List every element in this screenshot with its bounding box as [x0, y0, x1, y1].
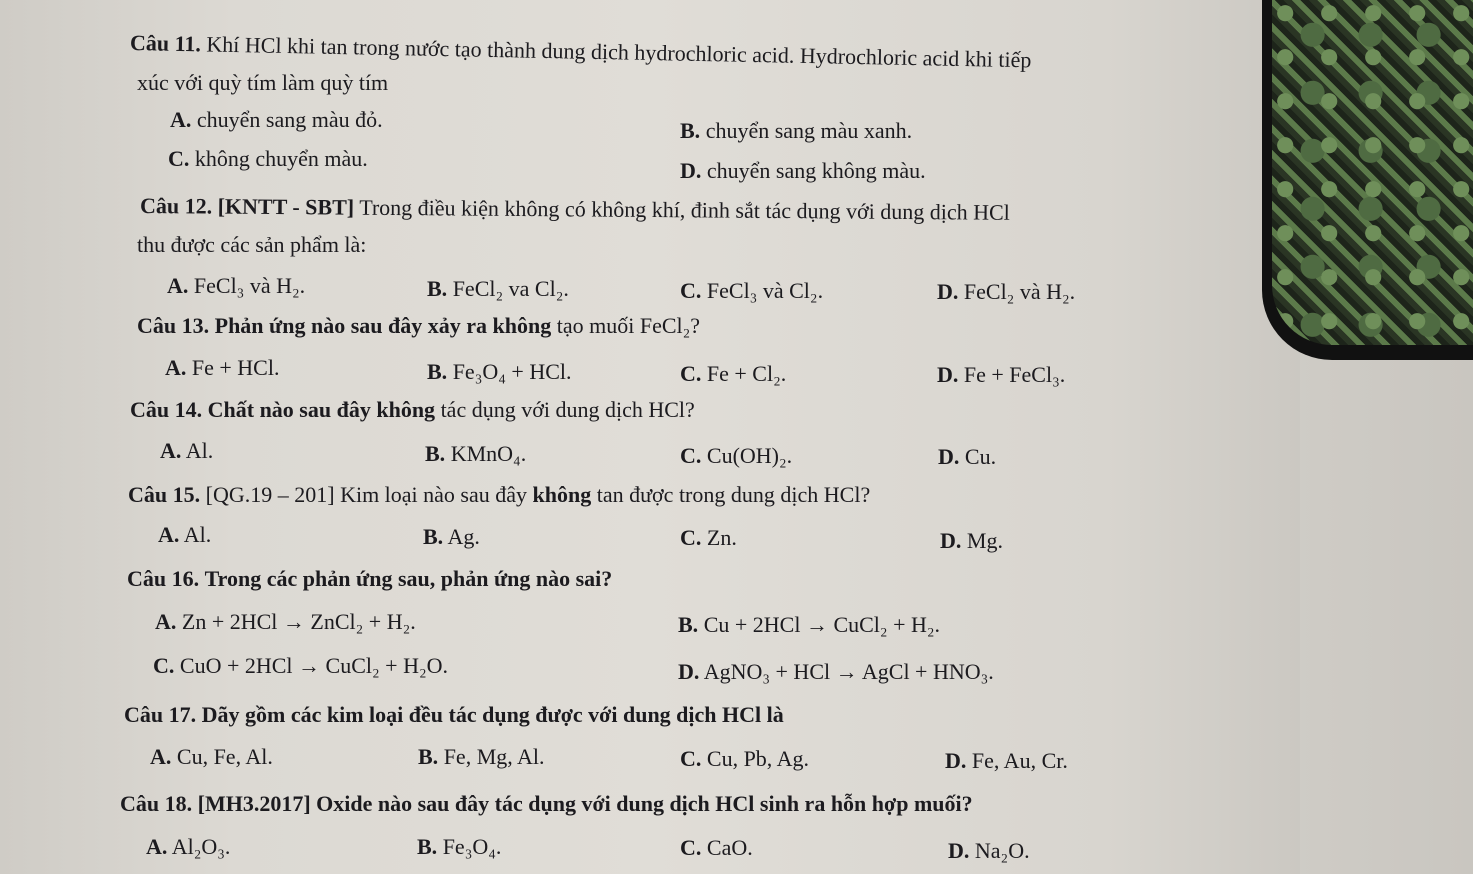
- option-text: Cu, Fe, Al.: [176, 744, 273, 769]
- question-16: [127, 566, 612, 592]
- question-number: Câu 12.: [139, 193, 213, 219]
- option-text: Na₂O.: [974, 838, 1030, 863]
- option-a[interactable]: [158, 522, 211, 548]
- question-emphasis: không: [492, 313, 552, 338]
- option-d[interactable]: [678, 659, 994, 685]
- question-17: [124, 702, 784, 728]
- option-text: AgNO₃ + HCl → AgCl + HNO₃.: [703, 659, 994, 684]
- option-letter: D.: [948, 838, 970, 863]
- option-text: Cu, Pb, Ag.: [706, 746, 809, 771]
- question-12-continued: [137, 232, 366, 258]
- question-number: Câu 17.: [124, 702, 197, 727]
- option-d[interactable]: [937, 362, 1065, 388]
- option-letter: D.: [680, 158, 702, 183]
- option-text: Zn.: [706, 525, 737, 550]
- question-text: thu được các sản phẩm là:: [137, 232, 367, 257]
- option-letter: C.: [680, 278, 702, 303]
- option-letter: C.: [168, 146, 190, 171]
- question-emphasis: không: [532, 482, 592, 507]
- option-b[interactable]: [417, 834, 501, 860]
- option-letter: A.: [146, 834, 168, 859]
- option-b[interactable]: [427, 276, 569, 302]
- option-a[interactable]: [160, 438, 213, 464]
- question-12: [140, 193, 1010, 226]
- option-text: chuyển sang màu đỏ.: [196, 107, 383, 132]
- option-letter: C.: [680, 443, 702, 468]
- question-number: Câu 11.: [129, 30, 202, 57]
- option-a[interactable]: [150, 744, 273, 770]
- option-text: Cu(OH)₂.: [706, 443, 793, 468]
- option-text: Mg.: [966, 528, 1003, 553]
- question-11: [130, 30, 1032, 73]
- question-text: Oxide nào sau đây tác dụng với dung dịch HCl sinh ra hỗn hợp muối?: [316, 791, 973, 816]
- option-letter: D.: [938, 444, 960, 469]
- option-letter: C.: [680, 835, 702, 860]
- option-text: Al₂O₃.: [171, 834, 231, 859]
- option-letter: B.: [418, 744, 439, 769]
- option-c[interactable]: [680, 361, 786, 387]
- question-text: Dãy gồm các kim loại đều tác dụng được với dung dịch HCl là: [201, 702, 784, 727]
- question-number: Câu 16.: [127, 566, 200, 591]
- option-d[interactable]: [680, 158, 926, 184]
- option-text: KMnO₄.: [450, 441, 527, 466]
- option-letter: A.: [155, 609, 177, 634]
- option-a[interactable]: [167, 273, 305, 299]
- question-source: [KNTT - SBT]: [217, 193, 355, 220]
- option-b[interactable]: [418, 744, 545, 770]
- option-text: Zn + 2HCl → ZnCl₂ + H₂.: [181, 609, 416, 634]
- question-source: [MH3.2017]: [197, 791, 311, 816]
- option-d[interactable]: [938, 444, 996, 470]
- option-letter: C.: [153, 653, 175, 678]
- option-b[interactable]: [427, 359, 572, 385]
- option-text: Cu.: [964, 444, 997, 469]
- option-letter: B.: [678, 612, 699, 637]
- question-number: Câu 14.: [130, 397, 203, 422]
- question-14: [130, 397, 695, 423]
- option-letter: C.: [680, 361, 702, 386]
- mouse-pad-pattern: [1272, 0, 1473, 345]
- option-letter: A.: [158, 522, 180, 547]
- option-text: chuyển sang không màu.: [706, 158, 926, 183]
- option-text: Al.: [183, 522, 212, 547]
- question-text: tác dụng với dung dịch HCl?: [440, 397, 695, 422]
- option-letter: A.: [170, 107, 192, 132]
- question-number: Câu 18.: [120, 791, 193, 816]
- question-text: Trong các phản ứng sau, phản ứng nào sai?: [204, 566, 613, 591]
- option-d[interactable]: [948, 838, 1030, 864]
- option-a[interactable]: [165, 355, 279, 381]
- option-letter: B.: [427, 359, 448, 384]
- option-c[interactable]: [680, 746, 809, 772]
- question-text: tan được trong dung dịch HCl?: [596, 482, 871, 507]
- question-text: Kim loại nào sau đây: [340, 482, 528, 507]
- question-number: Câu 15.: [128, 482, 201, 507]
- question-text: xúc với quỳ tím làm quỳ tím: [137, 70, 389, 95]
- option-b[interactable]: [680, 118, 912, 144]
- option-text: Fe + HCl.: [191, 355, 280, 380]
- option-text: Cu + 2HCl → CuCl₂ + H₂.: [703, 612, 941, 637]
- question-text: Chất nào sau đây: [207, 397, 371, 422]
- option-letter: A.: [160, 438, 182, 463]
- option-letter: D.: [937, 279, 959, 304]
- option-c[interactable]: [680, 278, 823, 304]
- option-text: FeCl₃ và Cl₂.: [706, 278, 824, 303]
- option-text: Ag.: [447, 524, 480, 549]
- option-text: Al.: [185, 438, 214, 463]
- option-c[interactable]: [153, 653, 448, 679]
- question-15: [128, 482, 870, 508]
- option-text: CaO.: [706, 835, 753, 860]
- option-text: FeCl₃ và H₂.: [193, 273, 306, 298]
- option-d[interactable]: [937, 279, 1075, 305]
- option-letter: C.: [680, 525, 702, 550]
- question-number: Câu 13.: [137, 313, 210, 338]
- option-b[interactable]: [423, 524, 480, 550]
- option-text: FeCl₂ và H₂.: [963, 279, 1076, 304]
- question-11-continued: [137, 70, 388, 96]
- option-text: FeCl₂ va Cl₂.: [452, 276, 569, 301]
- question-text: Phản ứng nào sau đây xảy ra: [214, 313, 488, 338]
- question-emphasis: không: [376, 397, 436, 422]
- option-c[interactable]: [680, 835, 753, 861]
- question-source: [QG.19 – 201]: [205, 482, 335, 507]
- option-letter: D.: [678, 659, 700, 684]
- option-letter: A.: [167, 273, 189, 298]
- option-letter: C.: [680, 746, 702, 771]
- option-letter: D.: [940, 528, 962, 553]
- option-letter: B.: [425, 441, 446, 466]
- option-letter: D.: [937, 362, 959, 387]
- option-d[interactable]: [940, 528, 1003, 554]
- option-text: chuyển sang màu xanh.: [705, 118, 913, 143]
- option-text: Fe + FeCl₃.: [963, 362, 1066, 387]
- option-text: Fe, Mg, Al.: [443, 744, 545, 769]
- question-13: [137, 313, 700, 339]
- option-letter: B.: [680, 118, 701, 143]
- option-letter: A.: [165, 355, 187, 380]
- option-d[interactable]: [945, 748, 1068, 774]
- option-letter: B.: [423, 524, 444, 549]
- option-a[interactable]: [146, 834, 230, 860]
- option-b[interactable]: [425, 441, 526, 467]
- option-letter: B.: [417, 834, 438, 859]
- option-b[interactable]: [678, 612, 940, 638]
- option-c[interactable]: [168, 146, 368, 172]
- question-text: Trong điều kiện không có không khí, đinh sắt tác dụng với dung dịch HCl: [359, 194, 1010, 225]
- option-text: Fe₃O₄ + HCl.: [452, 359, 572, 384]
- option-text: Fe₃O₄.: [442, 834, 502, 859]
- option-text: CuO + 2HCl → CuCl₂ + H₂O.: [179, 653, 449, 678]
- question-text: Khí HCl khi tan trong nước tạo thành dung dịch hydrochloric acid. Hydrochloric acid khi tiếp: [206, 31, 1032, 73]
- option-c[interactable]: [680, 443, 792, 469]
- question-text: tạo muối FeCl₂?: [556, 313, 701, 338]
- option-a[interactable]: [155, 609, 416, 635]
- option-c[interactable]: [680, 525, 737, 551]
- option-letter: B.: [427, 276, 448, 301]
- option-text: không chuyển màu.: [194, 146, 368, 171]
- option-letter: A.: [150, 744, 172, 769]
- option-text: Fe + Cl₂.: [706, 361, 787, 386]
- option-letter: D.: [945, 748, 967, 773]
- option-a[interactable]: [170, 107, 383, 133]
- question-18: [120, 791, 973, 817]
- option-text: Fe, Au, Cr.: [971, 748, 1068, 773]
